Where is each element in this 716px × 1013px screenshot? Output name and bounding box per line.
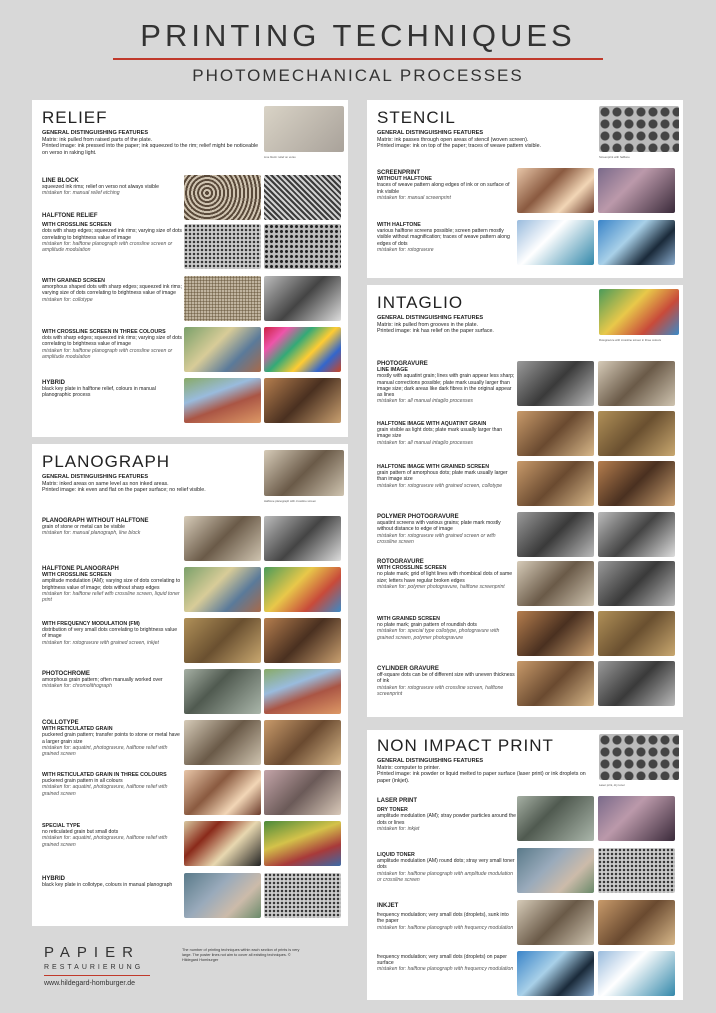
section-text: no reticulated grain but small dots xyxy=(42,829,119,836)
intaglio-card xyxy=(367,285,683,717)
relief-title: RELIEF xyxy=(42,108,108,127)
photochrome-thumb-1 xyxy=(184,669,261,714)
without-halftone-thumb-1 xyxy=(184,516,261,561)
fm-thumb-1 xyxy=(184,618,261,663)
section-text: amplitude modulation (AM); stray powder particles around the dots or lines xyxy=(377,813,517,826)
fm-thumb-2 xyxy=(264,618,341,663)
intaglio-grained-section xyxy=(377,464,517,489)
section-heading: PHOTOGRAVURE xyxy=(377,361,428,367)
special-type-thumb-2 xyxy=(264,821,341,866)
line-image-thumb-1 xyxy=(517,361,594,406)
section-mistaken: mistaken for: halftone relief with crossline screen, liquid toner print xyxy=(42,590,180,604)
section-subheading: WITH HALFTONE xyxy=(377,222,421,228)
section-heading: LASER PRINT xyxy=(377,798,418,804)
section-heading: SCREENPRINT xyxy=(377,170,421,176)
halftone-planograph-section xyxy=(42,566,182,603)
aquatint-thumb-1 xyxy=(517,411,594,456)
three-colours-thumb-2 xyxy=(264,327,341,372)
planograph-hybrid-thumb-2 xyxy=(264,873,341,918)
without-halftone-thumb-2 xyxy=(264,516,341,561)
section-mistaken: mistaken for: halftone planograph with frequency modulation xyxy=(377,924,514,931)
section-heading: HYBRID xyxy=(42,876,66,882)
section-subheading: LINE IMAGE xyxy=(377,367,408,374)
section-heading: HALFTONE RELIEF xyxy=(42,213,98,219)
collotype-thumb-2 xyxy=(264,720,341,765)
section-heading: HYBRID xyxy=(42,380,66,386)
polymer-thumb-1 xyxy=(517,512,594,557)
collotype-three-section xyxy=(42,772,182,797)
relief-gdf xyxy=(42,130,262,156)
screenprint-thumb-2 xyxy=(598,168,675,213)
section-text: grain of stone or metal can be visible xyxy=(42,524,125,531)
printed-label: Printed image: xyxy=(377,143,412,150)
section-subheading: WITH GRAINED SCREEN xyxy=(377,616,440,622)
section-subheading: WITHOUT HALFTONE xyxy=(377,176,432,183)
planograph-lead-caption: Halftone planograph with crossline screen xyxy=(264,499,316,503)
photogravure-line-section xyxy=(377,361,517,404)
roto-grained-thumb-2 xyxy=(598,611,675,656)
printed-text: ink even and flat on the paper surface; no relief visible. xyxy=(77,487,206,494)
section-subheading: WITH FREQUENCY MODULATION (FM) xyxy=(42,621,140,627)
section-mistaken: mistaken for: manual relief etching xyxy=(42,190,120,197)
section-mistaken: mistaken for: collotype xyxy=(42,296,93,303)
gdf-heading: GENERAL DISTINGUISHING FEATURES xyxy=(377,758,484,764)
section-subheading: HALFTONE IMAGE WITH AQUATINT GRAIN xyxy=(377,421,487,427)
section-text: amplitude modulation (AM); varying size of dots correlating to brightness value of image; dots without sharp edges xyxy=(42,578,181,591)
footer-note: The number of printing techniques within each section of prints is very large. The poster lines not aim to cover all existing techniques. © Hildegard Homburger xyxy=(182,948,300,962)
section-subheading: WITH RETICULATED GRAIN IN THREE COLOURS xyxy=(42,772,167,778)
non-impact-title: NON IMPACT PRINT xyxy=(377,736,554,755)
brand-rule xyxy=(44,975,150,976)
intaglio-lead-image xyxy=(599,289,679,335)
inkjet-surface-thumb-2 xyxy=(598,951,675,996)
aquatint-section xyxy=(377,421,517,446)
section-text: amorphous shaped dots with sharp edges; squeezed ink rims; varying size of dots correlating to brightness value of image xyxy=(42,284,182,297)
planograph-hybrid-section xyxy=(42,876,182,888)
relief-card xyxy=(32,100,348,437)
section-mistaken: mistaken for: halftone planograph with frequency modulation xyxy=(377,966,514,973)
stencil-title: STENCIL xyxy=(377,108,456,127)
stencil-lead-caption: Screenprint with halftone xyxy=(599,155,630,159)
section-text: frequency modulation; very small dots (droplets) on paper surface xyxy=(377,954,507,967)
poster-subtitle: PHOTOMECHANICAL PROCESSES xyxy=(192,66,524,85)
collotype-thumb-1 xyxy=(184,720,261,765)
dry-toner-thumb-2 xyxy=(598,796,675,841)
section-text: black key plate in collotype, colours in manual planograph xyxy=(42,882,173,889)
halftone-relief-thumb-1 xyxy=(184,224,261,269)
non-impact-lead-caption: Laser print, dry toner xyxy=(599,783,625,787)
grained-screen-thumb-1 xyxy=(184,276,261,321)
screenprint-thumb-1 xyxy=(517,168,594,213)
section-text: dots with sharp edges; squeezed ink rims; varying size of dots correlating to brightness value of image xyxy=(42,228,182,241)
stencil-card xyxy=(367,100,683,278)
printed-text: ink powder or liquid melted to paper surface (laser print) or ink droplets on paper (inkjet). xyxy=(377,771,586,784)
section-mistaken: mistaken for: rotogravure with grained screen or with crossline screen xyxy=(377,532,496,545)
section-text: no plate mark; grain pattern of roundish dots xyxy=(377,622,477,629)
three-colours-section xyxy=(42,329,182,360)
collotype-three-thumb-2 xyxy=(264,770,341,815)
section-subheading: WITH CROSSLINE SCREEN xyxy=(42,572,112,579)
section-mistaken: mistaken for: halftone planograph with crossline screen or amplitude modulation xyxy=(42,240,173,254)
screenprint-section xyxy=(377,170,517,201)
section-text: various halftone screens possible; screen pattern mostly visible without magnification; traces of weave pattern along edges of dots xyxy=(377,228,510,247)
printed-label: Printed image: xyxy=(42,487,77,494)
stencil-halftone-section xyxy=(377,222,517,253)
liquid-toner-thumb-1 xyxy=(517,848,594,893)
relief-hybrid-thumb-1 xyxy=(184,378,261,423)
section-subheading: WITH CROSSLINE SCREEN IN THREE COLOURS xyxy=(42,329,166,335)
printed-text: ink on top of the paper; traces of weave pattern visible. xyxy=(412,143,542,150)
relief-hybrid-thumb-2 xyxy=(264,378,341,423)
relief-hybrid-section xyxy=(42,380,182,399)
section-heading: INKJET xyxy=(377,903,399,909)
section-text: puckered grain pattern in all colours xyxy=(42,778,123,785)
section-subheading: WITH RETICULATED GRAIN xyxy=(42,726,113,733)
section-subheading: DRY TONER xyxy=(377,807,408,814)
roto-crossline-thumb-1 xyxy=(517,561,594,606)
aquatint-thumb-2 xyxy=(598,411,675,456)
section-mistaken: mistaken for: halftone planograph with crossline screen or amplitude modulation xyxy=(42,347,173,360)
dry-toner-section xyxy=(377,798,517,832)
liquid-toner-thumb-2 xyxy=(598,848,675,893)
section-subheading: WITH GRAINED SCREEN xyxy=(42,278,105,284)
section-heading: COLLOTYPE xyxy=(42,720,79,726)
section-heading: ROTOGRAVURE xyxy=(377,559,424,565)
section-mistaken: mistaken for: manual planograph, line block xyxy=(42,530,141,537)
matrix-label: Matrix: xyxy=(377,764,393,771)
cylinder-thumb-1 xyxy=(517,661,594,706)
section-mistaken: mistaken for: all manual intaglio processes xyxy=(377,439,473,446)
non-impact-lead-image xyxy=(599,734,679,780)
planograph-gdf xyxy=(42,474,262,494)
section-text: aquatint screens with various grains; plate mark mostly without distance to edge of image xyxy=(377,520,501,533)
section-subheading: LIQUID TONER xyxy=(377,852,415,858)
collotype-section xyxy=(42,720,182,757)
section-mistaken: mistaken for: manual screenprint xyxy=(377,194,451,201)
line-image-thumb-2 xyxy=(598,361,675,406)
line-block-thumb-2 xyxy=(264,175,341,220)
line-block-thumb-1 xyxy=(184,175,261,220)
poster-title: PRINTING TECHNIQUES xyxy=(140,18,576,53)
section-mistaken: mistaken for: all manual intaglio processes xyxy=(377,398,473,405)
cylinder-thumb-2 xyxy=(598,661,675,706)
intaglio-grained-thumb-2 xyxy=(598,461,675,506)
title-rule xyxy=(113,58,603,60)
section-heading: POLYMER PHOTOGRAVURE xyxy=(377,514,459,520)
matrix-text: ink passes through open areas of stencil (woven screen). xyxy=(394,136,529,143)
matrix-text: ink pulled from raised parts of the plate. xyxy=(59,136,153,143)
section-text: off-square dots can be of different size with uneven thickness of ink xyxy=(377,672,515,685)
inkjet-thumb-2 xyxy=(598,900,675,945)
printed-label: Printed image: xyxy=(377,771,412,778)
gdf-heading: GENERAL DISTINGUISHING FEATURES xyxy=(42,474,149,480)
three-colours-thumb-1 xyxy=(184,327,261,372)
rotogravure-section xyxy=(377,559,517,590)
matrix-text: computer to printer. xyxy=(394,764,441,771)
section-mistaken: mistaken for: rotogravure xyxy=(377,246,434,253)
section-text: mostly with aquatint grain; lines with grain appear less sharp; manual corrections possible; plate mark usually larger than image size; dark areas like dark fibres in the original appear as lines xyxy=(377,373,515,399)
section-mistaken: mistaken for: inkjet xyxy=(377,825,420,832)
photochrome-thumb-2 xyxy=(264,669,341,714)
intaglio-title: INTAGLIO xyxy=(377,293,464,312)
section-heading: LINE BLOCK xyxy=(42,178,79,184)
section-heading: PHOTOCHROME xyxy=(42,671,90,677)
grained-screen-section xyxy=(42,278,182,303)
dry-toner-thumb-1 xyxy=(517,796,594,841)
gdf-heading: GENERAL DISTINGUISHING FEATURES xyxy=(377,315,484,321)
intaglio-grained-thumb-1 xyxy=(517,461,594,506)
inkjet-thumb-1 xyxy=(517,900,594,945)
section-subheading: HALFTONE IMAGE WITH GRAINED SCREEN xyxy=(377,464,490,470)
printed-text: ink has relief on the paper surface. xyxy=(412,328,494,335)
section-text: puckered grain pattern; transfer points to stone or metal have a larger grain size xyxy=(42,732,180,745)
matrix-label: Matrix: xyxy=(42,480,58,487)
printed-label: Printed image: xyxy=(42,143,77,150)
printed-text: ink pressed into the paper; ink squeezed to the rim; relief might be noticeable on verso in raking light. xyxy=(42,143,259,156)
roto-grained-thumb-1 xyxy=(517,611,594,656)
section-subheading: WITH CROSSLINE SCREEN xyxy=(42,222,112,229)
stencil-gdf xyxy=(377,130,597,150)
stencil-halftone-thumb-2 xyxy=(598,220,675,265)
relief-lead-caption: Line block: relief on verso xyxy=(264,155,296,159)
relief-lead-image xyxy=(264,106,344,152)
planograph-hybrid-thumb-1 xyxy=(184,873,261,918)
cylinder-section xyxy=(377,666,517,697)
section-mistaken: mistaken for: rotogravure with grained screen, collotype xyxy=(377,482,503,489)
section-text: dots with sharp edges; squeezed ink rims; varying size of dots correlating to brightness value of image xyxy=(42,335,182,348)
matrix-label: Matrix: xyxy=(377,321,393,328)
matrix-text: ink pulled from grooves in the plate. xyxy=(394,321,479,328)
section-heading: HALFTONE PLANOGRAPH xyxy=(42,566,119,572)
brand-logo: PAPIER xyxy=(44,944,140,961)
section-text: distribution of very small dots correlating to brightness value of image xyxy=(42,627,178,640)
planograph-card xyxy=(32,444,348,926)
fm-section xyxy=(42,621,182,646)
section-subheading: WITH CROSSLINE SCREEN xyxy=(377,565,447,572)
section-mistaken: mistaken for: aquatint, photogravure, halftone relief with grained screen xyxy=(42,744,168,758)
collotype-three-thumb-1 xyxy=(184,770,261,815)
matrix-label: Matrix: xyxy=(42,136,58,143)
special-type-thumb-1 xyxy=(184,821,261,866)
section-text: amorphous grain pattern; often manually worked over xyxy=(42,677,163,684)
gdf-heading: GENERAL DISTINGUISHING FEATURES xyxy=(377,130,484,136)
non-impact-gdf xyxy=(377,758,597,784)
halftone-planograph-thumb-1 xyxy=(184,567,261,612)
photochrome-section xyxy=(42,671,182,690)
special-type-section xyxy=(42,823,182,848)
section-text: grain pattern of amorphous dots; plate mark usually larger than image size xyxy=(377,470,508,483)
roto-crossline-thumb-2 xyxy=(598,561,675,606)
halftone-planograph-thumb-2 xyxy=(264,567,341,612)
halftone-relief-section xyxy=(42,213,182,253)
roto-grained-section xyxy=(377,616,517,641)
planograph-lead-image xyxy=(264,450,344,496)
gdf-heading: GENERAL DISTINGUISHING FEATURES xyxy=(42,130,149,136)
liquid-toner-section xyxy=(377,852,517,883)
line-block-section xyxy=(42,178,182,197)
section-mistaken: mistaken for: rotogravure with grained screen, inkjet xyxy=(42,639,159,646)
section-heading: CYLINDER GRAVURE xyxy=(377,666,439,672)
section-mistaken: mistaken for: aquatint, photogravure, halftone relief with grained screen xyxy=(42,835,168,848)
section-mistaken: mistaken for: halftone planograph with amplitude modulation or crossline screen xyxy=(377,870,513,883)
grained-screen-thumb-2 xyxy=(264,276,341,321)
brand-subtitle: RESTAURIERUNG xyxy=(44,964,144,971)
section-subheading: SPECIAL TYPE xyxy=(42,823,81,829)
inkjet-surface-thumb-1 xyxy=(517,951,594,996)
section-mistaken: mistaken for: chromolithograph xyxy=(42,683,112,690)
stencil-halftone-thumb-1 xyxy=(517,220,594,265)
halftone-relief-thumb-2 xyxy=(264,224,341,269)
non-impact-card xyxy=(367,730,683,1000)
website-link[interactable]: www.hildegard-homburger.de xyxy=(44,980,136,987)
section-text: grain visible as light dots; plate mark usually larger than image size xyxy=(377,427,503,440)
intaglio-lead-caption: Rotogravure with crossline screen in three colours xyxy=(599,338,662,342)
section-text: black key plate in halftone relief, colours in manual planographic process xyxy=(42,386,156,399)
section-text: squeezed ink rims; relief on verso not always visible xyxy=(42,184,159,191)
section-text: amplitude modulation (AM) round dots; stray very small toner dots xyxy=(377,858,515,871)
stencil-lead-image xyxy=(599,106,679,152)
section-mistaken: mistaken for: rotogravure with crossline screen, halftone screenprint xyxy=(377,684,504,697)
planograph-title: PLANOGRAPH xyxy=(42,452,171,471)
section-text: no plate mark; grid of light lines with rhombical dots of same size; letters have regular broken edges xyxy=(377,571,513,584)
section-mistaken: mistaken for: special type collotype, photogravure with grained screen, polymer photogravure xyxy=(377,628,500,641)
matrix-text: inked areas on same level as non inked areas. xyxy=(59,480,169,487)
without-halftone-section xyxy=(42,518,182,537)
printed-label: Printed image: xyxy=(377,328,412,335)
section-text: traces of weave pattern along edges of ink or on surface of ink visible xyxy=(377,182,510,195)
inkjet-surface-section xyxy=(377,954,517,973)
matrix-label: Matrix: xyxy=(377,136,393,143)
polymer-thumb-2 xyxy=(598,512,675,557)
intaglio-gdf xyxy=(377,315,597,335)
inkjet-section xyxy=(377,903,517,931)
section-mistaken: mistaken for: aquatint, photogravure, halftone relief with grained screen xyxy=(42,784,168,797)
polymer-section xyxy=(377,514,517,545)
section-heading: PLANOGRAPH WITHOUT HALFTONE xyxy=(42,518,149,524)
section-mistaken: mistaken for: polymer photogravure, halftone screenprint xyxy=(377,583,505,590)
section-text: frequency modulation; very small dots (droplets), sunk into the paper xyxy=(377,912,509,925)
